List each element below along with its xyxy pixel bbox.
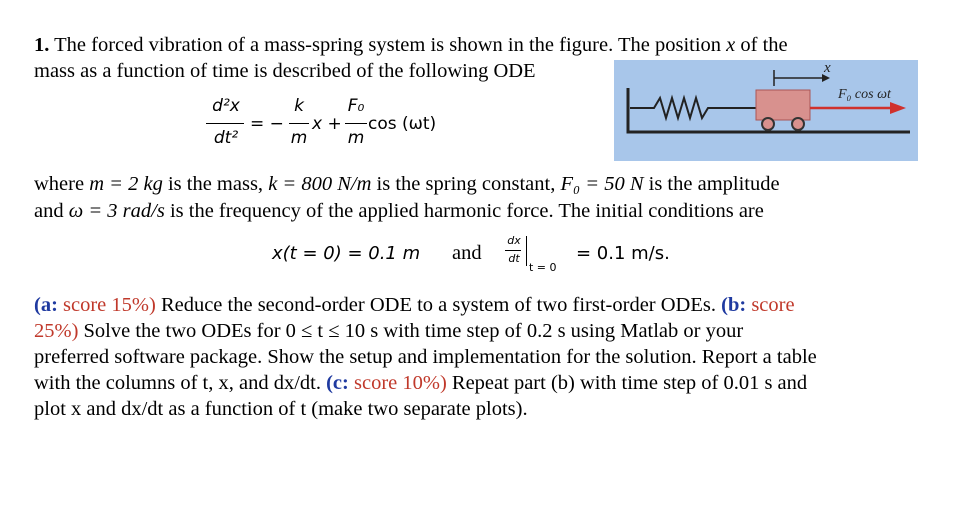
- intro-text-end: of the: [740, 34, 788, 56]
- force-label: F₀ cos ωt: [838, 87, 891, 102]
- eval-bar: [526, 236, 527, 266]
- initial-x0: x(t = 0) = 0.1 m: [272, 243, 421, 264]
- mass-cart: [756, 90, 810, 120]
- problem-intro-line2: mass as a function of time is described of the following ODE: [34, 60, 536, 82]
- params-text-line2: is the frequency of the applied harmonic force. The initial conditions are: [169, 200, 764, 222]
- ode-lhs-bar: [206, 123, 244, 124]
- ode-F0-bar: [345, 123, 367, 124]
- tasks-line4: [34, 372, 807, 395]
- ode-m2: m: [347, 128, 365, 148]
- problem-number: 1.: [34, 34, 50, 56]
- ode-F0: F₀: [347, 96, 365, 116]
- param-F0: F₀ = 50 N: [560, 173, 644, 195]
- ode-equals-minus: = −: [250, 114, 284, 134]
- task-b-label: (b:: [721, 294, 747, 316]
- params-text-d: is the amplitude: [648, 173, 780, 195]
- ode-lhs-numerator: d²x: [212, 96, 240, 116]
- task-c-score: score 10%): [354, 372, 447, 394]
- initial-and: and: [452, 242, 482, 264]
- mass-spring-figure: [614, 60, 918, 161]
- params-line2: [34, 200, 764, 223]
- ode-m1: m: [290, 128, 308, 148]
- cart-wheel-left: [762, 118, 774, 130]
- tasks-line1: [34, 294, 795, 317]
- initial-eval-at: t = 0: [529, 261, 557, 274]
- initial-frac-bar: [505, 250, 521, 251]
- initial-dt: dt: [508, 252, 520, 265]
- params-text-c: is the spring constant,: [376, 173, 556, 195]
- figure-label-x: x: [824, 60, 831, 76]
- param-m: m = 2 kg: [89, 173, 163, 195]
- cart-wheel-right: [792, 118, 804, 130]
- tasks-line3: preferred software package. Show the setup and implementation for the solution. Report a table: [34, 346, 817, 368]
- params-and: and: [34, 200, 64, 222]
- task-b-text: Solve the two ODEs for 0 ≤ t ≤ 10 s with time step of 0.2 s using Matlab or your: [83, 320, 744, 342]
- task-c-label: (c:: [326, 372, 349, 394]
- params-text-b: is the mass,: [167, 173, 264, 195]
- problem-intro-line1: [34, 34, 788, 57]
- param-k: k = 800 N/m: [268, 173, 372, 195]
- task-b-score: score: [751, 294, 795, 316]
- ode-k-bar: [289, 123, 309, 124]
- params-line1: [34, 173, 780, 196]
- intro-text: The forced vibration of a mass-spring system is shown in the figure. The position: [54, 34, 722, 56]
- tasks-line5: plot x and dx/dt as a function of t (make two separate plots).: [34, 398, 528, 420]
- var-x: x: [726, 34, 736, 56]
- task-a-score: score 15%): [63, 294, 156, 316]
- task-b-score-value: 25%): [34, 320, 79, 342]
- task-a-label: (a:: [34, 294, 58, 316]
- initial-v0: = 0.1 m/s.: [576, 243, 670, 264]
- ode-lhs-denominator: dt²: [213, 128, 239, 148]
- tasks-line2: [34, 320, 743, 343]
- ode-x-plus: x +: [312, 114, 342, 134]
- initial-dx: dx: [507, 234, 521, 247]
- params-where: where: [34, 173, 85, 195]
- ode-cos-term: cos (ωt): [368, 114, 437, 134]
- task-b-columns: with the columns of t, x, and dx/dt.: [34, 372, 321, 394]
- param-omega: ω = 3 rad/s: [68, 200, 165, 222]
- task-c-text: Repeat part (b) with time step of 0.01 s and: [451, 372, 808, 394]
- task-a-text: Reduce the second-order ODE to a system of two first-order ODEs.: [160, 294, 716, 316]
- ode-k: k: [294, 96, 304, 116]
